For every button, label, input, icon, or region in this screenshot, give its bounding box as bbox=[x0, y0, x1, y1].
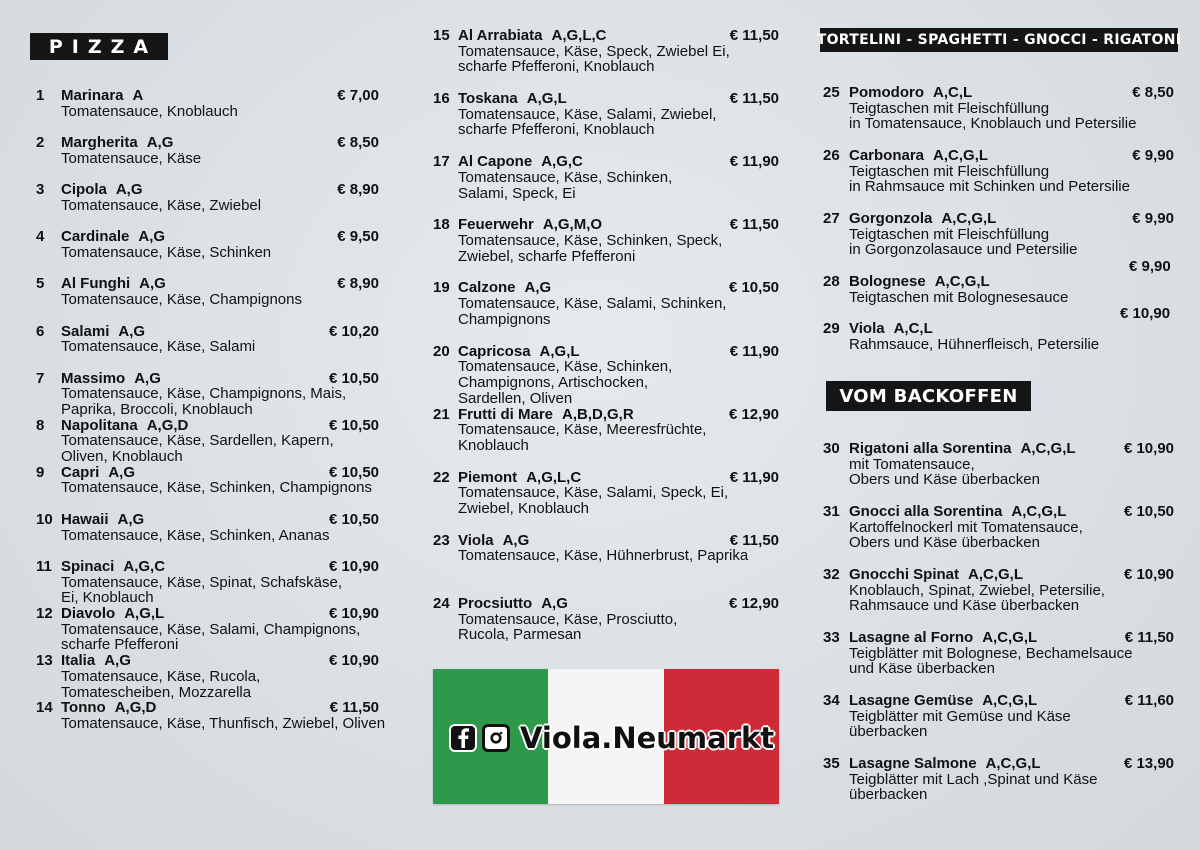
menu-item-description bbox=[61, 575, 342, 606]
menu-item-name-line bbox=[458, 470, 581, 486]
menu-item-description-line: Tomatensauce, Käse, Schinken, Champignons bbox=[61, 479, 373, 497]
menu-item-description-line: Tomatensauce, Käse, Champignons, Mais, bbox=[61, 385, 347, 403]
menu-item-allergens: A,C,G,L bbox=[968, 566, 1024, 583]
menu-item-name: Bolognese bbox=[849, 273, 926, 290]
menu-item-price: € 10,90 bbox=[1123, 566, 1174, 583]
menu-item-allergens: A,G bbox=[115, 181, 143, 199]
menu-item-price: € 10,50 bbox=[328, 369, 379, 387]
menu-item-number: 13 bbox=[36, 652, 53, 670]
menu-item-number: 21 bbox=[433, 405, 450, 423]
menu-item-description bbox=[458, 359, 672, 406]
menu-item-description-line: Tomatensauce, Käse, Speck, Zwiebel Ei, bbox=[458, 42, 730, 60]
menu-item-number: 26 bbox=[823, 147, 840, 164]
menu-item-number: 18 bbox=[433, 216, 450, 234]
menu-item-price: € 12,90 bbox=[728, 594, 779, 612]
menu-item-description-line: in Rahmsauce mit Schinken und Petersilie bbox=[849, 178, 1130, 196]
menu-item-description-line: überbacken bbox=[849, 723, 928, 741]
menu-item-price: € 10,90 bbox=[1123, 440, 1174, 457]
menu-item-description bbox=[849, 101, 1136, 132]
menu-item-number: 9 bbox=[36, 463, 45, 481]
menu-item-number: 4 bbox=[36, 228, 45, 246]
menu-item-description bbox=[849, 337, 1099, 353]
menu-item-name-line bbox=[61, 229, 165, 245]
menu-item-price: € 10,50 bbox=[328, 510, 379, 528]
menu-item-allergens: A,G,L,C bbox=[551, 27, 607, 44]
menu-item-description bbox=[61, 528, 330, 544]
menu-item-description bbox=[61, 433, 334, 464]
menu-item-description bbox=[458, 485, 728, 516]
menu-item-allergens: A,G bbox=[118, 322, 146, 340]
menu-item-allergens: A,G,D bbox=[146, 416, 189, 434]
menu-item-allergens: A,C,G,L bbox=[1020, 440, 1076, 457]
menu-item-description-line: Tomatensauce, Käse, Meeresfrüchte, bbox=[458, 421, 707, 439]
menu-item-description-line: Rahmsauce und Käse überbacken bbox=[849, 597, 1080, 615]
menu-item-name: Cardinale bbox=[61, 228, 130, 246]
menu-item-name-line bbox=[458, 28, 606, 44]
menu-item-description bbox=[61, 198, 261, 214]
pasta-section-header: TORTELINI - SPAGHETTI - GNOCCI - RIGATONI bbox=[820, 28, 1178, 52]
menu-item-allergens: A,G,M,O bbox=[542, 216, 603, 234]
menu-item-name-line bbox=[61, 88, 143, 104]
menu-item-description-line: Tomatescheiben, Mozzarella bbox=[61, 683, 252, 701]
menu-item-number: 30 bbox=[823, 440, 840, 457]
menu-item-name: Al Funghi bbox=[61, 275, 131, 293]
menu-item-description bbox=[458, 233, 722, 264]
menu-item-allergens: A,G,L bbox=[526, 90, 567, 108]
menu-item-allergens: A,G bbox=[139, 275, 166, 293]
menu-item-name-line bbox=[849, 630, 1037, 646]
menu-item-allergens: A,C,L bbox=[933, 84, 973, 101]
menu-item-number: 17 bbox=[433, 153, 450, 171]
menu-item-name-line bbox=[458, 154, 583, 170]
menu-item-name: Gnocci alla Sorentina bbox=[849, 503, 1003, 520]
menu-item-price: € 10,50 bbox=[328, 416, 379, 434]
menu-item-description-line: Rahmsauce, Hühnerfleisch, Petersilie bbox=[849, 335, 1100, 353]
menu-item-allergens: A,C,L bbox=[893, 320, 933, 337]
menu-item-number: 19 bbox=[433, 279, 450, 297]
menu-item-description-line: Knoblauch, Spinat, Zwiebel, Petersilie, bbox=[849, 581, 1105, 599]
menu-item-description bbox=[849, 227, 1077, 258]
menu-item-allergens: A,G bbox=[104, 652, 131, 670]
menu-item-description-line: Tomatensauce, Käse bbox=[61, 149, 202, 167]
menu-item-name: Spinaci bbox=[61, 558, 115, 575]
menu-item-price: € 10,90 bbox=[328, 652, 379, 670]
menu-item-number: 1 bbox=[36, 87, 45, 104]
menu-item-name: Calzone bbox=[458, 279, 516, 297]
menu-item-description bbox=[61, 716, 385, 732]
menu-item-description bbox=[849, 164, 1130, 195]
menu-item-name: Carbonara bbox=[849, 147, 925, 164]
menu-item-allergens: A,B,D,G,R bbox=[562, 405, 634, 423]
menu-item-price: € 10,50 bbox=[728, 279, 779, 297]
menu-item-description bbox=[849, 520, 1083, 551]
menu-item-name: Lasagne al Forno bbox=[849, 629, 974, 646]
menu-item-description-line: scharfe Pfefferoni, Knoblauch bbox=[458, 121, 655, 139]
menu-item-name-line bbox=[61, 606, 164, 622]
menu-item-name-line bbox=[61, 559, 165, 575]
menu-item-number: 12 bbox=[36, 605, 53, 623]
menu-item-allergens: A,G bbox=[502, 531, 530, 549]
menu-item-number: 14 bbox=[36, 699, 53, 717]
menu-item-description-line: Tomatensauce, Käse, Rucola, bbox=[61, 667, 261, 685]
menu-item-name: Diavolo bbox=[61, 605, 116, 623]
menu-item-name-line bbox=[849, 274, 990, 290]
menu-item-name: Capri bbox=[61, 463, 100, 481]
menu-item-name-line bbox=[458, 217, 602, 233]
menu-item-description bbox=[61, 339, 255, 355]
menu-item-name: Gnocchi Spinat bbox=[849, 566, 960, 583]
menu-item-number: 5 bbox=[36, 275, 45, 293]
menu-item-name: Capricosa bbox=[458, 342, 531, 360]
menu-item-description-line: Tomatensauce, Käse, Thunfisch, Zwiebel, Oliven bbox=[61, 714, 386, 732]
menu-item-description bbox=[61, 622, 360, 653]
menu-item-name-line bbox=[458, 533, 529, 549]
menu-item-price: € 11,90 bbox=[729, 342, 779, 360]
menu-item-price: € 10,20 bbox=[328, 322, 379, 340]
menu-item-description-line: Tomatensauce, Käse, Schinken bbox=[61, 243, 272, 261]
menu-item-description-line: Tomatensauce, Käse, Zwiebel bbox=[61, 196, 262, 214]
menu-item-name: Cipola bbox=[61, 181, 107, 199]
menu-item-name-line bbox=[61, 418, 188, 434]
menu-item-description bbox=[849, 457, 1040, 488]
menu-item-name: Pomodoro bbox=[849, 84, 924, 101]
menu-item-description-line: Tomatensauce, Käse, Champignons bbox=[61, 291, 302, 309]
menu-item-description bbox=[458, 422, 706, 453]
menu-item-name: Al Arrabiata bbox=[458, 27, 543, 44]
menu-item-description bbox=[458, 548, 748, 564]
menu-item-name: Viola bbox=[849, 320, 885, 337]
menu-item-description-line: Teigtaschen mit Fleischfüllung bbox=[849, 99, 1050, 117]
menu-item-description bbox=[458, 296, 726, 327]
menu-item-name-line bbox=[849, 148, 988, 164]
menu-item-name: Marinara bbox=[61, 87, 124, 104]
menu-item-number: 7 bbox=[36, 369, 45, 387]
menu-item-description bbox=[61, 669, 260, 700]
menu-item-price: € 8,90 bbox=[337, 181, 379, 199]
menu-item-description bbox=[849, 646, 1133, 677]
menu-item-number: 34 bbox=[823, 692, 840, 709]
menu-item-name-line bbox=[849, 321, 933, 337]
menu-item-description bbox=[458, 44, 730, 75]
menu-item-name-line bbox=[61, 324, 145, 340]
menu-item-name-line bbox=[849, 441, 1076, 457]
menu-item-description bbox=[849, 290, 1068, 306]
menu-item-name-line bbox=[61, 182, 143, 198]
menu-item-name: Lasagne Salmone bbox=[849, 755, 977, 772]
menu-item-description-line: Tomatensauce, Käse, Salami, Champignons, bbox=[61, 620, 361, 638]
menu-item-number: 2 bbox=[36, 134, 45, 152]
menu-item-number: 28 bbox=[823, 273, 840, 290]
menu-item-number: 3 bbox=[36, 181, 45, 199]
menu-item-price: € 10,90 bbox=[328, 605, 379, 623]
menu-item-price: € 10,50 bbox=[328, 463, 379, 481]
menu-item-number: 11 bbox=[36, 558, 52, 575]
menu-item-price: € 11,50 bbox=[1124, 629, 1174, 646]
menu-item-name-line bbox=[61, 700, 156, 716]
menu-item-name: Gorgonzola bbox=[849, 210, 933, 227]
menu-item-description-line: Tomatensauce, Käse, Spinat, Schafskäse, bbox=[61, 573, 342, 591]
menu-item-name: Viola bbox=[458, 531, 494, 549]
menu-item-description-line: Kartoffelnockerl mit Tomatensauce, bbox=[849, 518, 1083, 536]
menu-item-description-line: Teigtaschen mit Fleischfüllung bbox=[849, 162, 1050, 180]
menu-item-description-line: Teigblätter mit Gemüse und Käse bbox=[849, 707, 1071, 725]
menu-item-description-line: Oliven, Knoblauch bbox=[61, 448, 183, 466]
menu-item-name-line bbox=[61, 512, 144, 528]
facebook-icon[interactable] bbox=[449, 724, 477, 752]
menu-item-name-line bbox=[61, 465, 135, 481]
menu-item-price: € 9,90 bbox=[1132, 210, 1174, 227]
menu-item-name: Lasagne Gemüse bbox=[849, 692, 974, 709]
menu-item-allergens: A,G bbox=[541, 594, 568, 612]
menu-item-price: € 11,90 bbox=[729, 153, 779, 171]
menu-item-name-line bbox=[458, 344, 580, 360]
menu-item-name: Hawaii bbox=[61, 510, 109, 528]
menu-item-number: 35 bbox=[823, 755, 840, 772]
menu-item-description-line: und Käse überbacken bbox=[849, 660, 995, 678]
menu-item-number: 15 bbox=[433, 27, 450, 44]
menu-item-number: 29 bbox=[823, 320, 840, 337]
menu-item-price: € 9,50 bbox=[337, 228, 379, 246]
menu-item-name: Margherita bbox=[61, 134, 138, 152]
menu-item-price: € 8,90 bbox=[337, 275, 379, 293]
menu-item-name: Salami bbox=[61, 322, 110, 340]
menu-item-price: € 10,50 bbox=[1123, 503, 1174, 520]
menu-item-name-line bbox=[849, 756, 1041, 772]
menu-item-name-line bbox=[61, 135, 173, 151]
menu-item-name: Procsiutto bbox=[458, 594, 533, 612]
menu-item-number: 8 bbox=[36, 416, 45, 434]
menu-item-description-line: in Tomatensauce, Knoblauch und Petersilie bbox=[849, 115, 1137, 133]
menu-item-description-line: Tomatensauce, Käse, Prosciutto, bbox=[458, 610, 678, 628]
menu-item-description-line: scharfe Pfefferoni bbox=[61, 636, 179, 654]
menu-item-name: Feuerwehr bbox=[458, 216, 534, 234]
menu-item-allergens: A,G,L bbox=[539, 342, 580, 360]
menu-item-allergens: A,C,G,L bbox=[941, 210, 997, 227]
menu-item-name: Toskana bbox=[458, 90, 518, 108]
menu-item-description-line: in Gorgonzolasauce und Petersilie bbox=[849, 241, 1078, 259]
menu-item-name-line bbox=[458, 280, 551, 296]
menu-item-name-line bbox=[849, 85, 972, 101]
menu-item-allergens: A,C,G,L bbox=[985, 755, 1041, 772]
menu-item-name-line bbox=[458, 596, 568, 612]
menu-item-price: € 11,90 bbox=[729, 468, 779, 486]
menu-item-allergens: A,G bbox=[134, 369, 161, 387]
menu-item-name-line bbox=[458, 91, 567, 107]
menu-item-description bbox=[61, 151, 201, 167]
menu-item-number: 33 bbox=[823, 629, 840, 646]
menu-item-description-line: Tomatensauce, Käse, Hühnerbrust, Paprika bbox=[458, 547, 749, 565]
menu-item-description-line: Teigtaschen mit Fleischfüllung bbox=[849, 225, 1050, 243]
pizza-section-header: PIZZA bbox=[30, 33, 168, 60]
menu-item-name: Rigatoni alla Sorentina bbox=[849, 440, 1012, 457]
menu-item-name: Frutti di Mare bbox=[458, 405, 554, 423]
menu-item-description-line: Champignons bbox=[458, 310, 551, 328]
menu-item-allergens: A,C,G,L bbox=[1011, 503, 1067, 520]
menu-item-description bbox=[61, 292, 302, 308]
menu-item-name: Massimo bbox=[61, 369, 126, 387]
menu-item-description-line: Tomatensauce, Käse, Schinken, Speck, bbox=[458, 231, 723, 249]
menu-item-name-line bbox=[61, 653, 131, 669]
menu-item-description bbox=[61, 386, 346, 417]
menu-item-allergens: A,G,C bbox=[123, 558, 166, 575]
menu-item-allergens: A,C,G,L bbox=[982, 629, 1038, 646]
menu-item-name-line bbox=[849, 211, 996, 227]
menu-item-name-line bbox=[849, 567, 1023, 583]
menu-item-allergens: A,C,G,L bbox=[933, 147, 989, 164]
menu-item-description-line: Champignons, Artischocken, bbox=[458, 373, 649, 391]
menu-item-allergens: A,G bbox=[108, 463, 136, 481]
menu-item-description bbox=[458, 170, 672, 201]
menu-item-description bbox=[849, 583, 1105, 614]
menu-item-price: € 12,90 bbox=[728, 405, 779, 423]
menu-item-description bbox=[458, 612, 677, 643]
menu-item-price: € 8,50 bbox=[1132, 84, 1174, 101]
menu-item-price: € 11,50 bbox=[729, 216, 779, 234]
menu-item-description-line: scharfe Pfefferoni, Knoblauch bbox=[458, 58, 655, 76]
pasta-loose-price: € 10,90 bbox=[1120, 305, 1171, 322]
menu-item-description bbox=[61, 480, 372, 496]
menu-item-description-line: Obers und Käse überbacken bbox=[849, 534, 1040, 552]
menu-item-allergens: A,G,D bbox=[114, 699, 157, 717]
menu-item-description-line: Teigtaschen mit Bolognesesauce bbox=[849, 288, 1069, 306]
menu-item-allergens: A bbox=[132, 87, 144, 104]
menu-item-price: € 11,50 bbox=[729, 531, 779, 549]
menu-item-description-line: Paprika, Broccoli, Knoblauch bbox=[61, 400, 253, 418]
menu-item-description-line: überbacken bbox=[849, 786, 928, 804]
menu-item-allergens: A,G,L,C bbox=[526, 468, 582, 486]
menu-item-number: 20 bbox=[433, 342, 450, 360]
menu-item-number: 27 bbox=[823, 210, 840, 227]
menu-item-number: 22 bbox=[433, 468, 450, 486]
menu-item-description-line: Tomatensauce, Käse, Sardellen, Kapern, bbox=[61, 432, 334, 450]
menu-item-description-line: Rucola, Parmesan bbox=[458, 626, 582, 644]
menu-item-allergens: A,C,G,L bbox=[982, 692, 1038, 709]
menu-item-description-line: Obers und Käse überbacken bbox=[849, 471, 1040, 489]
menu-item-price: € 11,60 bbox=[1124, 692, 1174, 709]
menu-item-name: Piemont bbox=[458, 468, 518, 486]
menu-item-price: € 8,50 bbox=[337, 134, 379, 152]
menu-item-description-line: Tomatensauce, Käse, Schinken, Ananas bbox=[61, 526, 330, 544]
menu-item-price: € 11,50 bbox=[729, 27, 779, 44]
menu-item-number: 31 bbox=[823, 503, 840, 520]
menu-item-number: 25 bbox=[823, 84, 840, 101]
menu-item-price: € 10,90 bbox=[328, 558, 379, 575]
menu-item-allergens: A,C,G,L bbox=[934, 273, 990, 290]
menu-item-description-line: Salami, Speck, Ei bbox=[458, 184, 576, 202]
social-handle[interactable]: Viola.Neumarkt bbox=[520, 721, 775, 755]
menu-item-description-line: Zwiebel, Knoblauch bbox=[458, 500, 589, 518]
menu-item-description bbox=[458, 107, 716, 138]
menu-item-description-line: Zwiebel, scharfe Pfefferoni bbox=[458, 247, 636, 265]
menu-item-allergens: A,G bbox=[524, 279, 552, 297]
menu-item-allergens: A,G bbox=[146, 134, 174, 152]
menu-item-price: € 9,90 bbox=[1132, 147, 1174, 164]
menu-item-description-line: Tomatensauce, Käse, Schinken, bbox=[458, 168, 673, 186]
menu-item-description bbox=[849, 709, 1071, 740]
menu-item-description-line: Tomatensauce, Käse, Salami, Schinken, bbox=[458, 295, 727, 313]
menu-item-name: Napolitana bbox=[61, 416, 138, 434]
menu-item-name-line bbox=[458, 407, 634, 423]
menu-item-description-line: Tomatensauce, Käse, Salami, Zwiebel, bbox=[458, 105, 717, 123]
menu-item-description bbox=[61, 104, 238, 120]
menu-item-number: 32 bbox=[823, 566, 840, 583]
menu-item-price: € 11,50 bbox=[729, 90, 779, 108]
menu-item-name-line bbox=[61, 276, 166, 292]
menu-item-allergens: A,G,C bbox=[541, 153, 583, 171]
menu-item-number: 10 bbox=[36, 510, 53, 528]
menu-item-name-line bbox=[61, 371, 161, 387]
instagram-icon[interactable] bbox=[482, 724, 510, 752]
menu-item-description-line: Tomatensauce, Käse, Salami bbox=[61, 338, 256, 356]
menu-item-description bbox=[61, 245, 271, 261]
menu-item-description-line: Ei, Knoblauch bbox=[61, 589, 154, 607]
menu-item-price: € 11,50 bbox=[329, 699, 379, 717]
menu-item-number: 23 bbox=[433, 531, 450, 549]
menu-item-price: € 7,00 bbox=[337, 87, 379, 104]
oven-section-header: VOM BACKOFFEN bbox=[826, 381, 1031, 411]
menu-item-description-line: Sardellen, Oliven bbox=[458, 389, 573, 407]
menu-item-description-line: mit Tomatensauce, bbox=[849, 455, 975, 473]
pasta-loose-price: € 9,90 bbox=[1129, 258, 1171, 275]
menu-item-allergens: A,G bbox=[138, 228, 166, 246]
menu-item-description-line: Tomatensauce, Knoblauch bbox=[61, 102, 238, 120]
menu-item-description-line: Teigblätter mit Bolognese, Bechamelsauce bbox=[849, 644, 1133, 662]
menu-item-description-line: Knoblauch bbox=[458, 436, 529, 454]
menu-item-name-line bbox=[849, 693, 1037, 709]
menu-item-description-line: Tomatensauce, Käse, Schinken, bbox=[458, 358, 673, 376]
menu-item-price: € 13,90 bbox=[1123, 755, 1174, 772]
menu-item-description bbox=[849, 772, 1097, 803]
menu-item-number: 16 bbox=[433, 90, 450, 108]
social-row bbox=[449, 718, 774, 758]
menu-item-allergens: A,G,L bbox=[124, 605, 165, 623]
menu-item-name: Italia bbox=[61, 652, 96, 670]
menu-item-number: 24 bbox=[433, 594, 450, 612]
menu-item-description-line: Tomatensauce, Käse, Salami, Speck, Ei, bbox=[458, 484, 729, 502]
menu-item-name: Tonno bbox=[61, 699, 106, 717]
menu-item-name: Al Capone bbox=[458, 153, 533, 171]
menu-item-name-line bbox=[849, 504, 1066, 520]
menu-item-allergens: A,G bbox=[117, 510, 145, 528]
menu-item-description-line: Teigblätter mit Lach ,Spinat und Käse bbox=[849, 770, 1098, 788]
menu-item-number: 6 bbox=[36, 322, 45, 340]
